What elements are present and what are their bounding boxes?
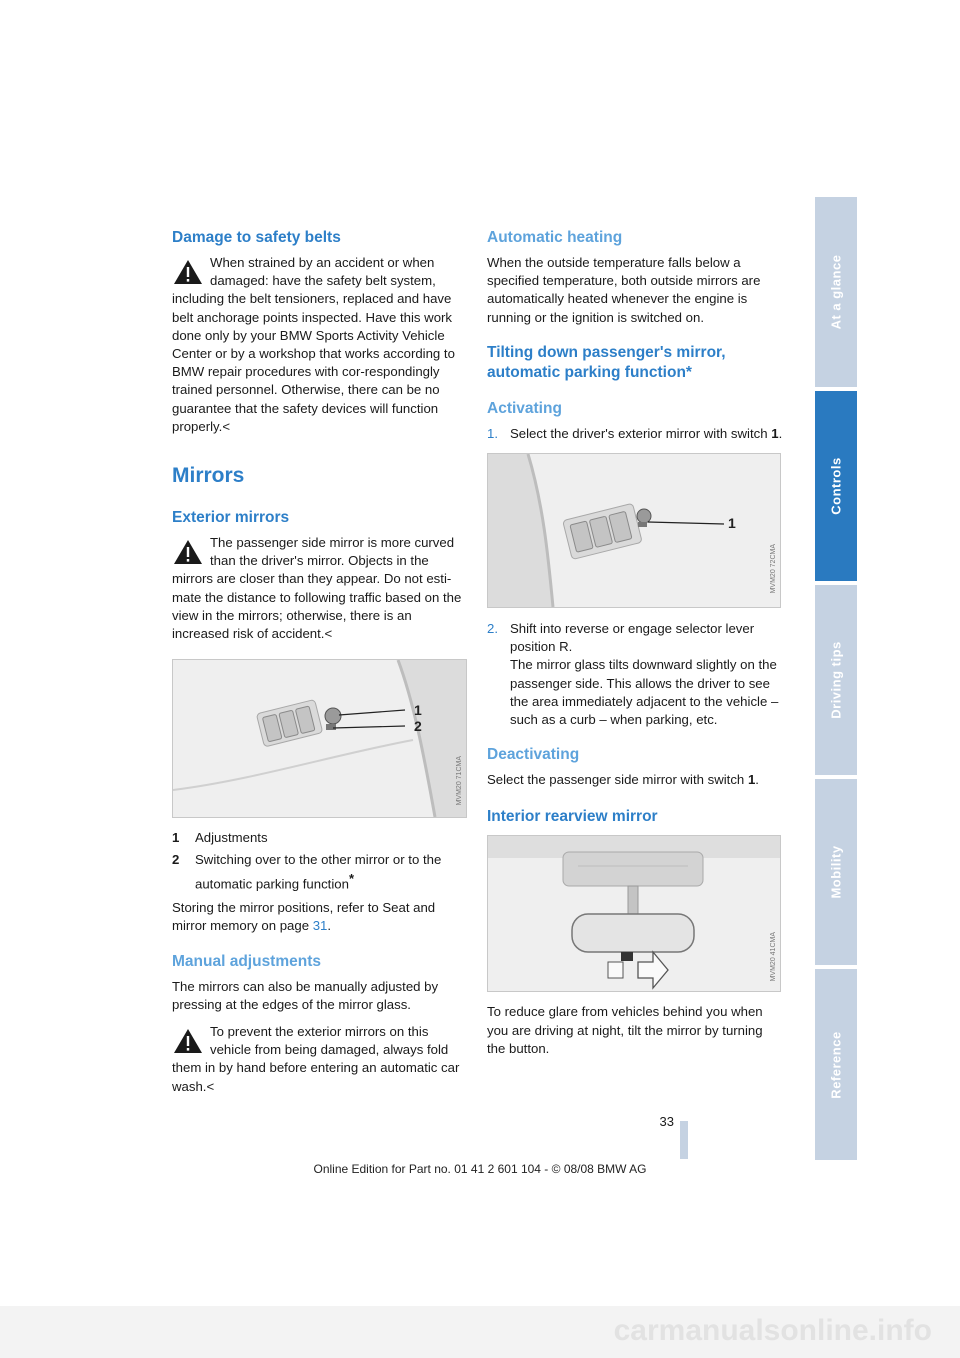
- door-panel-illustration: [488, 454, 780, 607]
- item-number: 2: [172, 852, 180, 868]
- tab-controls[interactable]: Controls: [815, 391, 857, 581]
- warning-triangle-icon: [172, 1027, 204, 1055]
- manual-warning: [172, 1023, 468, 1096]
- storing-paragraph: Storing the mirror positions, refer to Seat and mirror memory on page 31.: [172, 900, 436, 934]
- damage-heading: Damage to safety belts: [172, 229, 341, 246]
- tab-reference[interactable]: Reference: [815, 969, 857, 1160]
- legend-list: [172, 829, 468, 893]
- step-number: 1.: [487, 425, 498, 441]
- manual-warn-first: To prevent the exterior mirrors on this vehicle from being damaged, always fold: [210, 1024, 449, 1058]
- activating-heading: Activating: [487, 399, 562, 417]
- step-1: [487, 425, 783, 443]
- exterior-warn-first: The passenger side mirror is more curved than the driver's mirror. Objects in the: [210, 535, 455, 569]
- list-item: [172, 829, 468, 847]
- watermark-strip: [0, 1306, 960, 1358]
- deactivating-paragraph: Select the passenger side mirror with switch 1.: [487, 772, 759, 788]
- figure-code: MVM20 71CMA: [456, 756, 463, 806]
- watermark-text: carmanualsonline.info: [613, 1314, 932, 1347]
- driver-mirror-switch-figure: [487, 453, 781, 608]
- end-marker: <: [206, 1078, 215, 1094]
- callout-1: 1: [414, 702, 422, 719]
- exterior-warn-rest: mirrors are closer than they appear. Do not esti-mate the distance to following traffic based on the view in the mirrors; otherwise, there is an increased risk of accident.: [172, 571, 462, 642]
- interior-mirror-paragraph: To reduce glare from vehicles behind you when you are driving at night, tilt the mirror by turning the button.: [487, 1004, 763, 1056]
- manual-paragraph: The mirrors can also be manually adjusted by pressing at the edges of the mirror glass.: [172, 978, 439, 1012]
- damage-warn-rest: including the belt tensioners, replaced and have belt anchorage points inspected. Have this work done only by your BMW Sports Activity Vehicle Center or by a workshop that works according to BMW repair procedures with cor-respondingly trained personnel. Otherwise, there can be no guarantee that the safety devices will function properly.: [172, 291, 455, 434]
- interior-mirror-figure: [487, 835, 781, 992]
- end-marker: <: [222, 418, 231, 434]
- item-number: 1: [172, 830, 180, 846]
- figure-code: MVM20 72CMA: [770, 544, 777, 594]
- manual-adjustments-heading: Manual adjustments: [172, 952, 321, 970]
- exterior-warning: [172, 534, 468, 643]
- mirrors-heading: Mirrors: [172, 464, 245, 488]
- page-link-31[interactable]: 31: [312, 918, 328, 934]
- chapter-tabs: [815, 197, 857, 1160]
- automatic-heating-heading: Automatic heating: [487, 229, 623, 246]
- damage-warn-first: When strained by an accident or when damaged: have the safety belt system,: [210, 255, 436, 289]
- automatic-heating-paragraph: When the outside temperature falls below a specified temperature, both outside mirrors are automatically heated whenever the engine is running or the ignition is switched on.: [487, 255, 761, 325]
- footer-text: Online Edition for Part no. 01 41 2 601 104 - © 08/08 BMW AG: [313, 1162, 647, 1176]
- step-2: [487, 620, 783, 729]
- deactivating-heading: Deactivating: [487, 746, 580, 764]
- tab-driving-tips[interactable]: Driving tips: [815, 585, 857, 775]
- figure-code: MVM20 41CMA: [770, 932, 777, 982]
- rearview-mirror-illustration: [488, 836, 780, 991]
- manual-warn-rest: them in by hand before entering an automatic car wash.: [172, 1060, 460, 1094]
- tab-mobility[interactable]: Mobility: [815, 779, 857, 965]
- step-text: Shift into reverse or engage selector lever position R. The mirror glass tilts downward slightly on the passenger side. This allows the driver to see the area immediately adjacent to the vehicle – such as a curb – when parking, etc.: [510, 621, 779, 728]
- callout-2: 2: [414, 718, 422, 735]
- left-column: [172, 228, 468, 1096]
- right-column: [487, 228, 783, 1058]
- page-marker-bar: [680, 1121, 688, 1159]
- warning-triangle-icon: [172, 538, 204, 566]
- page-number: 33: [659, 1114, 674, 1129]
- step-number: 2.: [487, 621, 498, 637]
- door-panel-illustration: [173, 660, 466, 817]
- step-text: Select the driver's exterior mirror with switch 1.: [510, 425, 783, 441]
- tab-at-a-glance[interactable]: At a glance: [815, 197, 857, 387]
- mirror-switch-figure: [172, 659, 467, 818]
- warning-triangle-icon: [172, 258, 204, 286]
- exterior-mirrors-heading: Exterior mirrors: [172, 509, 290, 527]
- end-marker: <: [324, 626, 333, 642]
- damage-warning: [172, 254, 468, 436]
- callout-1: 1: [728, 515, 736, 532]
- item-text: Switching over to the other mirror or to the automatic parking function*: [195, 852, 442, 892]
- list-item: [172, 851, 468, 893]
- item-text: Adjustments: [195, 830, 268, 846]
- interior-mirror-heading: Interior rearview mirror: [487, 808, 658, 826]
- tilting-heading: Tilting down passenger's mirror, automatic parking function*: [487, 343, 726, 381]
